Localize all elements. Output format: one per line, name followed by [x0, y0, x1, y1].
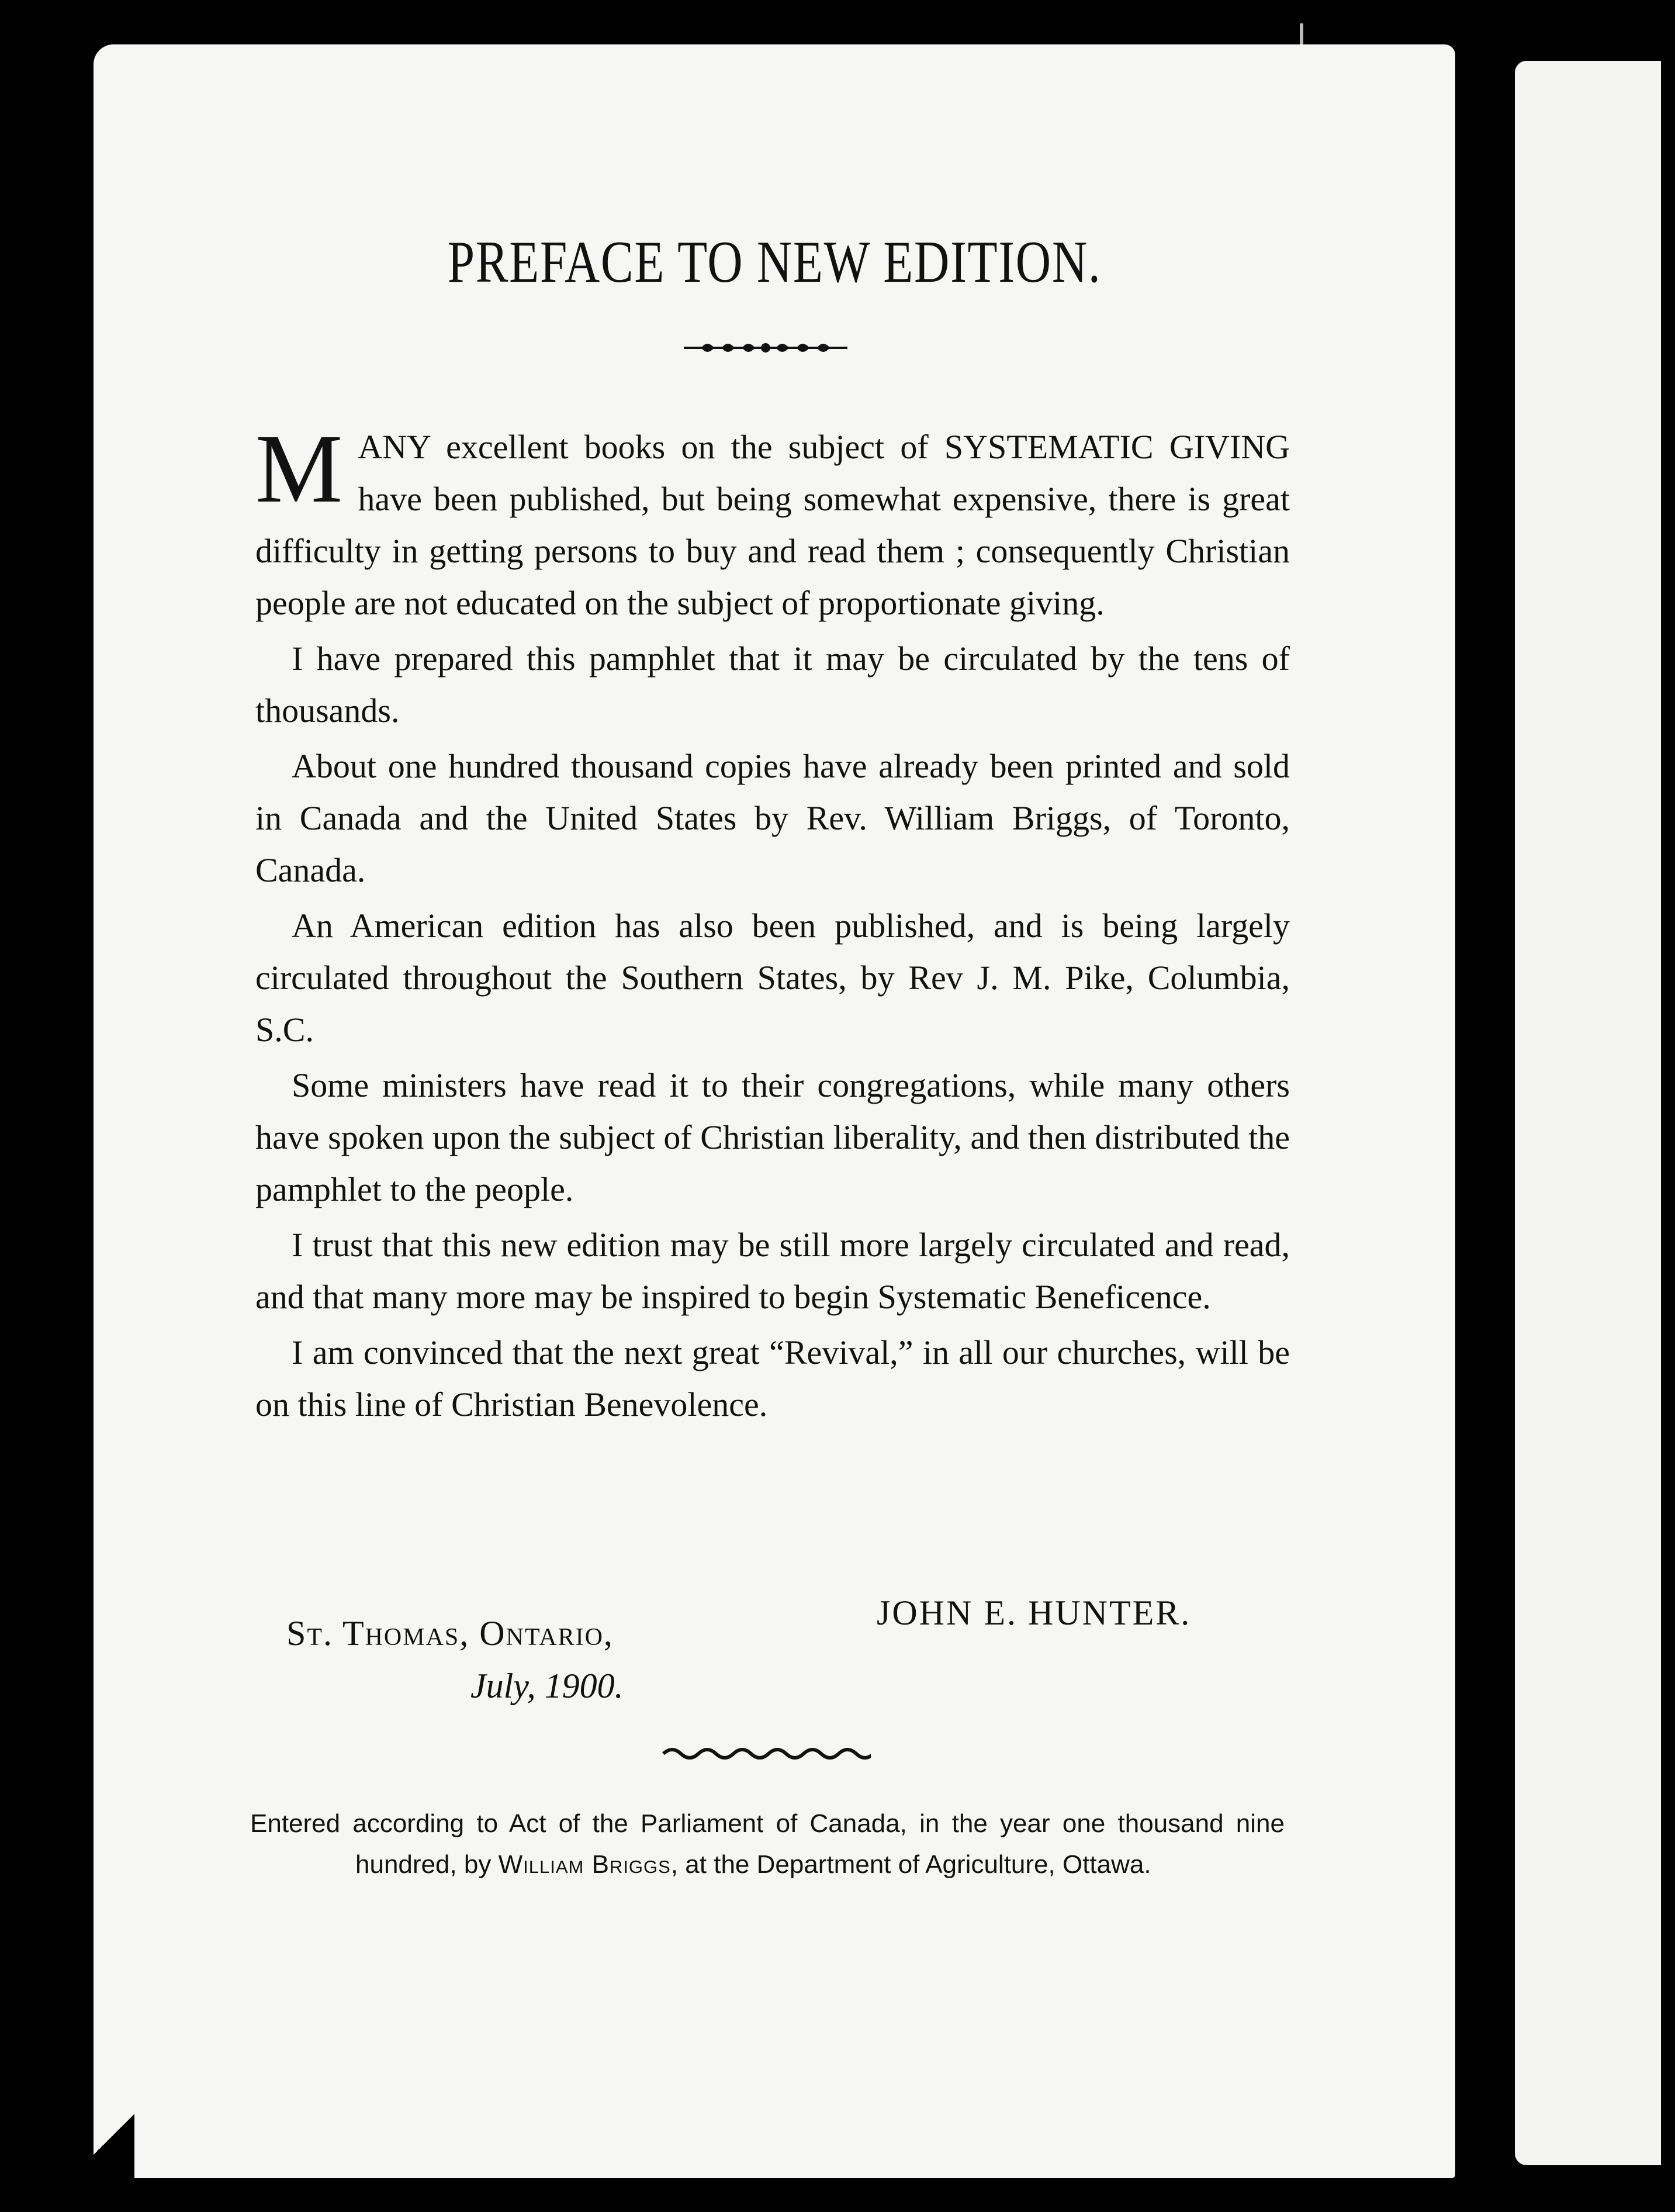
date-line: July, 1900.	[470, 1667, 624, 1705]
author-signature: JOHN E. HUNTER.	[877, 1594, 1192, 1632]
paragraph-2: I have prepared this pamphlet that it may be circulated by the tens of thousands.	[255, 640, 1290, 730]
squiggle-divider	[660, 1745, 871, 1762]
drop-cap: M	[255, 414, 343, 523]
preface-body	[255, 414, 1290, 1434]
paragraph-5: Some ministers have read it to their congregations, while many others have spoken upon the subject of Christian liberality, and then distributed the pamphlet to the people.	[255, 1066, 1290, 1208]
place-line: St. Thomas, Ontario,	[286, 1614, 614, 1653]
copyright-name: William Briggs	[498, 1850, 671, 1879]
paragraph-7: I am convinced that the next great “Revival,” in all our churches, will be on this line of Christian Benevolence.	[255, 1333, 1290, 1423]
paragraph-1	[255, 414, 1290, 629]
copyright-text-1: Entered according to Act of the Parliament of Canada, in the year one thousand nine hundred, by	[250, 1809, 1285, 1879]
facing-page-edge	[1515, 61, 1661, 2165]
ornament-divider	[678, 336, 853, 360]
paragraph-4: An American edition has also been published, and is being largely circulated throughout the Southern States, by Rev J. M. Pike, Columbia, S.C.	[255, 907, 1290, 1049]
paragraph-1-text: ANY excellent books on the subject of SYSTEMATIC GIVING have been published, but being somewhat expensive, there is great difficulty in getting persons to buy and read them ; consequently Christian people are not educated on the subject of proportionate giving.	[255, 428, 1290, 622]
paragraph-6: I trust that this new edition may be still more largely circulated and read, and that many more may be inspired to begin Systematic Beneficence.	[255, 1226, 1290, 1316]
paragraph-3: About one hundred thousand copies have already been printed and sold in Canada and the United States by Rev. William Briggs, of Toronto, Canada.	[255, 747, 1290, 889]
copyright-text-2: , at the Department of Agriculture, Ottawa.	[670, 1850, 1151, 1879]
page-title: PREFACE TO NEW EDITION.	[447, 229, 1102, 295]
copyright-notice	[250, 1803, 1285, 1885]
